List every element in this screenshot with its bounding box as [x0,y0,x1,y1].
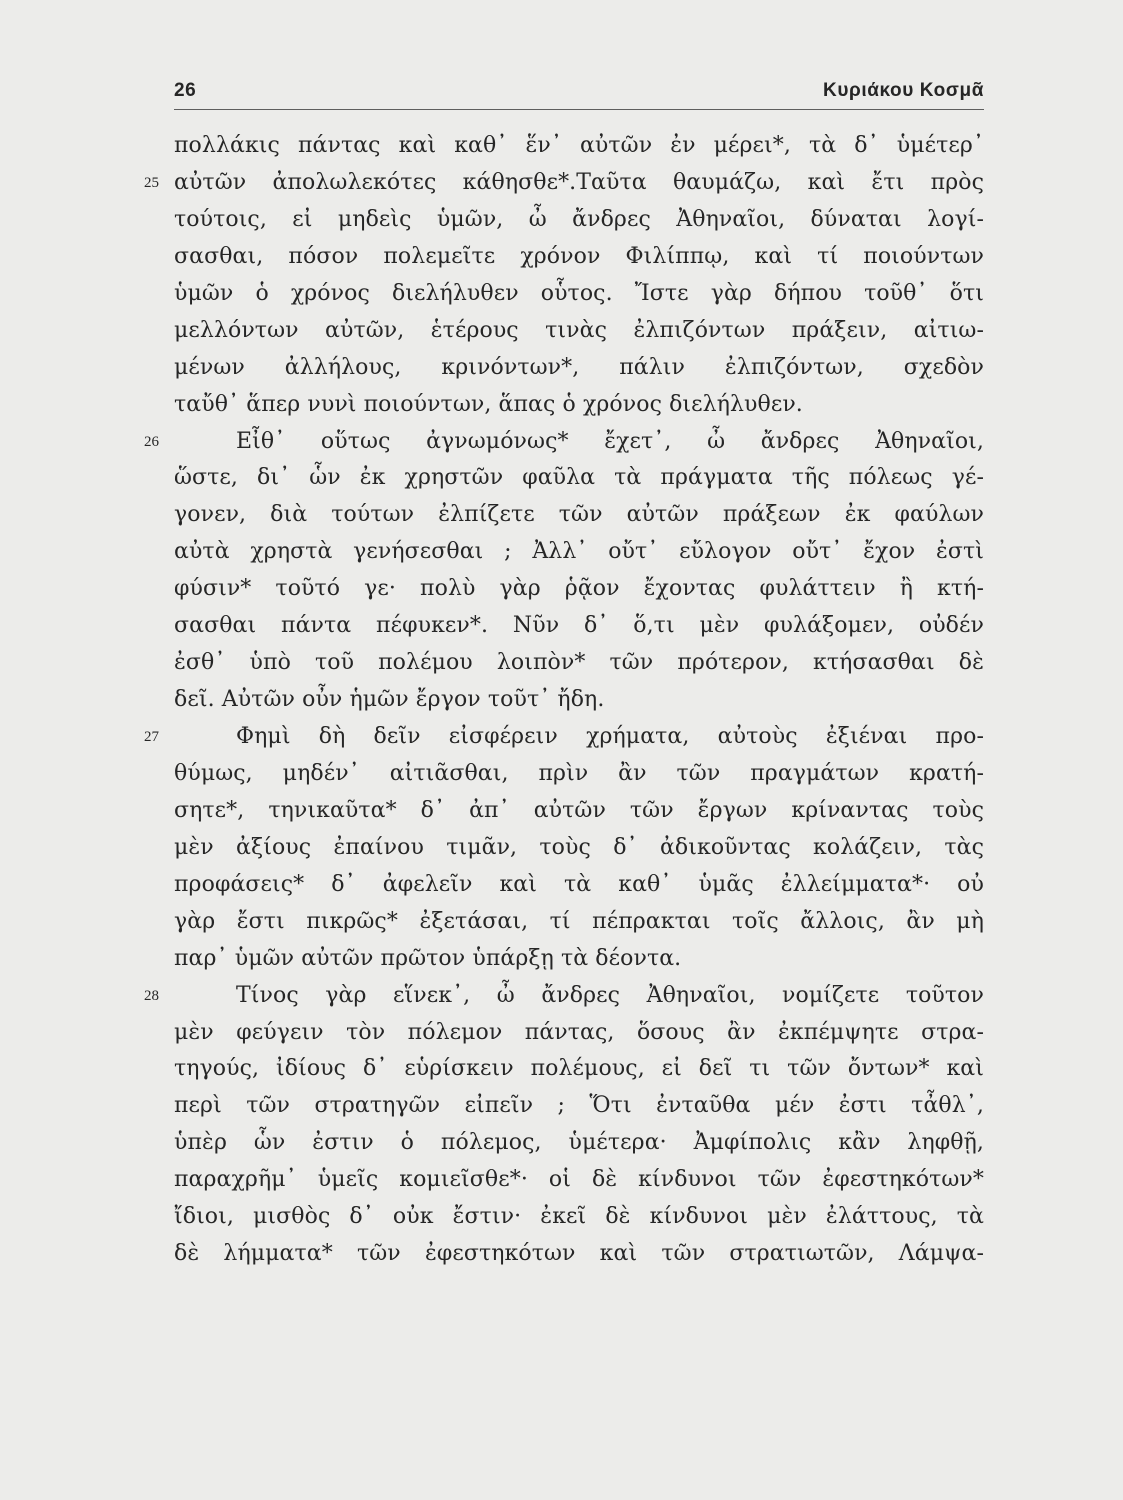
text-line [174,497,984,534]
line-text: Εἶθ᾽ οὕτως ἀγνωμόνως* ἔχετ᾽, ὦ ἄνδρες Ἀθηναῖοι, [236,428,984,454]
text-line [174,239,984,276]
text-line [174,128,984,165]
text-line [174,313,984,350]
line-text: μὲν ἀξίους ἐπαίνου τιμᾶν, τοὺς δ᾽ ἀδικοῦντας κολάζειν, τὰς [174,834,984,860]
text-line [174,682,984,719]
text-line [174,1088,984,1125]
line-text: ὥστε, δι᾽ ὧν ἐκ χρηστῶν φαῦλα τὰ πράγματα τῆς πόλεως γέ- [174,465,984,491]
line-text: αὐτὰ χρηστὰ γενήσεσθαι ; Ἀλλ᾽ οὔτ᾽ εὔλογον οὔτ᾽ ἔχον ἐστὶ [174,539,984,565]
line-text: θύμως, μηδέν᾽ αἰτιᾶσθαι, πρὶν ἂν τῶν πραγμάτων κρατή- [174,760,984,786]
line-text: μὲν φεύγειν τὸν πόλεμον πάντας, ὅσους ἂν ἐκπέμψητε στρα- [174,1019,984,1045]
section-number: 27 [144,729,159,745]
text-line [174,1125,984,1162]
line-text: ὑπὲρ ὧν ἐστιν ὁ πόλεμος, ὑμέτερα· Ἀμφίπολις κἂν ληφθῇ, [174,1130,984,1156]
text-line [174,941,984,978]
text-line [174,534,984,571]
line-text: παρ᾽ ὑμῶν αὐτῶν πρῶτον ὑπάρξῃ τὰ δέοντα. [174,945,682,971]
text-line [144,978,984,1015]
page-number: 26 [174,80,197,101]
text-line [174,608,984,645]
text-line [144,165,984,202]
section-number: 25 [144,174,159,191]
line-text: δὲ λήμματα* τῶν ἐφεστηκότων καὶ τῶν στρατιωτῶν, Λάμψα- [174,1241,984,1267]
line-text: μένων ἀλλήλους, κρινόντων*, πάλιν ἐλπιζόντων, σχεδὸν [174,354,984,380]
running-head: Κυριάκου Κοσμᾶ [823,80,984,101]
section-number: 28 [144,987,159,1004]
line-text: Φημὶ δὴ δεῖν εἰσφέρειν χρήματα, αὐτοὺς ἐξιέναι προ- [236,724,984,749]
text-line [174,1199,984,1236]
text-line [174,387,984,424]
line-text: παραχρῆμ᾽ ὑμεῖς κομιεῖσθε*· οἱ δὲ κίνδυνοι τῶν ἐφεστηκότων* [174,1167,984,1193]
text-line [174,1051,984,1088]
text-line [144,719,984,756]
text-line [174,1236,984,1273]
line-text: ταὔθ᾽ ἅπερ νυνὶ ποιούντων, ἅπας ὁ χρόνος διελήλυθεν. [174,391,803,417]
text-line [174,1015,984,1052]
text-line [174,460,984,497]
line-text: τηγούς, ἰδίους δ᾽ εὑρίσκειν πολέμους, εἰ δεῖ τι τῶν ὄντων* καὶ [174,1056,984,1082]
line-text: αὐτῶν ἀπολωλεκότες κάθησθε*.Ταῦτα θαυμάζω, καὶ ἔτι πρὸς [174,169,984,195]
line-text: ὑμῶν ὁ χρόνος διελήλυθεν οὗτος. Ἴστε γὰρ δήπου τοῦθ᾽ ὅτι [174,280,984,306]
line-text: μελλόντων αὐτῶν, ἑτέρους τινὰς ἐλπιζόντων πράξειν, αἰτιω- [174,317,984,343]
text-line [174,1162,984,1199]
text-line [174,276,984,313]
line-text: τούτοις, εἰ μηδεὶς ὑμῶν, ὦ ἄνδρες Ἀθηναῖοι, δύναται λογί- [174,206,984,232]
line-text: προφάσεις* δ᾽ ἀφελεῖν καὶ τὰ καθ᾽ ὑμᾶς ἐλλείμματα*· οὐ [174,871,984,897]
header-rule [174,109,984,110]
line-text: δεῖ. Αὐτῶν οὖν ἡμῶν ἔργον τοῦτ᾽ ἤδη. [174,687,605,713]
line-text: Τίνος γὰρ εἵνεκ᾽, ὦ ἄνδρες Ἀθηναῖοι, νομίζετε τοῦτον [236,982,984,1008]
text-line [174,645,984,682]
line-text: φύσιν* τοῦτό γε· πολὺ γὰρ ῥᾷον ἔχοντας φυλάττειν ἢ κτή- [174,576,984,602]
line-text: γονεν, διὰ τούτων ἐλπίζετε τῶν αὐτῶν πράξεων ἐκ φαύλων [174,502,984,528]
text-line [174,571,984,608]
text-line [174,756,984,793]
line-text: σασθαι πάντα πέφυκεν*. Νῦν δ᾽ ὅ,τι μὲν φυλάξομεν, οὐδέν [174,613,984,639]
text-line [174,202,984,239]
line-text: περὶ τῶν στρατηγῶν εἰπεῖν ; Ὅτι ἐνταῦθα μέν ἐστι τἆθλ᾽, [174,1093,984,1119]
text-line [174,830,984,867]
line-text: σασθαι, πόσον πολεμεῖτε χρόνον Φιλίππῳ, καὶ τί ποιούντων [174,243,984,269]
line-text: σητε*, τηνικαῦτα* δ᾽ ἀπ᾽ αὐτῶν τῶν ἔργων κρίναντας τοὺς [174,797,984,823]
line-text: ἐσθ᾽ ὑπὸ τοῦ πολέμου λοιπὸν* τῶν πρότερον, κτήσασθαι δὲ [174,650,984,676]
text-line [174,793,984,830]
body-text [144,128,984,1273]
line-text: πολλάκις πάντας καὶ καθ᾽ ἕν᾽ αὐτῶν ἐν μέρει*, τὰ δ᾽ ὑμέτερ᾽ [174,133,984,158]
text-line [144,424,984,461]
text-line [174,904,984,941]
text-line [174,350,984,387]
section-number: 26 [144,433,159,450]
line-text: ἴδιοι, μισθὸς δ᾽ οὐκ ἔστιν· ἐκεῖ δὲ κίνδυνοι μὲν ἐλάττους, τὰ [174,1204,984,1230]
text-line [174,867,984,904]
line-text: γὰρ ἔστι πικρῶς* ἐξετάσαι, τί πέπρακται τοῖς ἄλλοις, ἂν μὴ [174,908,984,934]
page-header [174,72,984,112]
